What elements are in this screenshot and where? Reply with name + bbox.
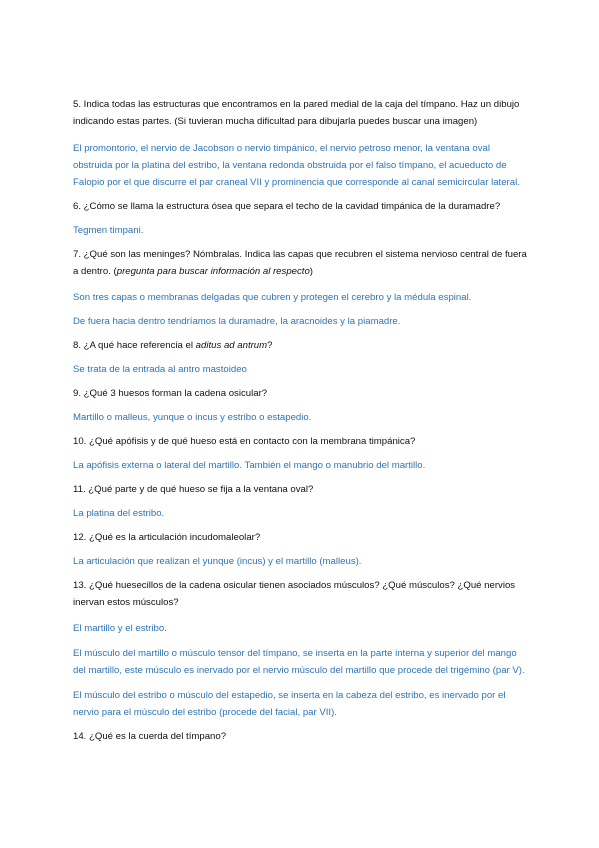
question-5: 5. Indica todas las estructuras que encontramos en la pared medial de la caja del tímpano. Haz un dibujo indicando estas partes. (Si tuvieran mucha dificultad para dibujarla puedes buscar una imagen) — [73, 99, 520, 127]
answer-9: Martillo o malleus, yunque o incus y estribo o estapedio. — [73, 412, 312, 423]
answer-7a: Son tres capas o membranas delgadas que cubren y protegen el cerebro y la médula espinal. — [73, 292, 472, 303]
answer-8: Se trata de la entrada al antro mastoideo — [73, 364, 247, 375]
answer-7b: De fuera hacia dentro tendríamos la duramadre, la aracnoides y la piamadre. — [73, 316, 401, 327]
question-8-text: 8. ¿A qué hace referencia el — [73, 340, 196, 351]
question-7-text: 7. ¿Qué son las meninges? Nómbralas. Indica las capas que recubren el sistema nervioso central de fuera a dentro. ( — [73, 249, 527, 277]
answer-6: Tegmen timpani. — [73, 225, 144, 236]
question-14: 14. ¿Qué es la cuerda del tímpano? — [73, 731, 227, 742]
answer-13b: El músculo del martillo o músculo tensor del tímpano, se inserta en la parte interna y superior del mango del martillo, este músculo es inervado por el nervio músculo del martillo que procede del trigémino (par V). — [73, 648, 525, 676]
question-13: 13. ¿Qué huesecillos de la cadena osicular tienen asociados músculos? ¿Qué músculos? ¿Qué nervios inervan estos músculos? — [73, 580, 516, 608]
question-11: 11. ¿Qué parte y de qué hueso se fija a la ventana oval? — [73, 484, 314, 495]
question-9: 9. ¿Qué 3 huesos forman la cadena osicular? — [73, 388, 268, 399]
answer-13a: El martillo y el estribo. — [73, 623, 167, 634]
answer-11: La platina del estribo. — [73, 508, 165, 519]
question-10: 10. ¿Qué apófisis y de qué hueso está en contacto con la membrana timpánica? — [73, 436, 416, 447]
question-12: 12. ¿Qué es la articulación incudomaleolar? — [73, 532, 261, 543]
answer-12: La articulación que realizan el yunque (incus) y el martillo (malleus). — [73, 556, 362, 567]
answer-13c: El músculo del estribo o músculo del estapedio, se inserta en la cabeza del estribo, es inervado por el nervio para el músculo del estribo (procede del facial, par VII). — [73, 690, 506, 718]
answer-10: La apófisis externa o lateral del martillo. También el mango o manubrio del martillo. — [73, 460, 426, 471]
question-8 — [73, 337, 528, 354]
document-body — [73, 96, 528, 745]
question-7-italic: pregunta para buscar información al respecto — [116, 266, 310, 277]
question-8-suffix: ? — [267, 340, 273, 351]
question-7 — [73, 246, 528, 280]
question-7-suffix: ) — [309, 266, 313, 277]
question-6: 6. ¿Cómo se llama la estructura ósea que separa el techo de la cavidad timpánica de la duramadre? — [73, 201, 501, 212]
question-8-italic: aditus ad antrum — [195, 340, 268, 351]
answer-5: El promontorio, el nervio de Jacobson o nervio timpánico, el nervio petroso menor, la ventana oval obstruida por la platina del estribo, la ventana redonda obstruida por el falso tímpano, el acueducto de Falopio por el que discurre el par craneal VII y prominencia que corresponde al canal semicircular lateral. — [73, 143, 520, 188]
